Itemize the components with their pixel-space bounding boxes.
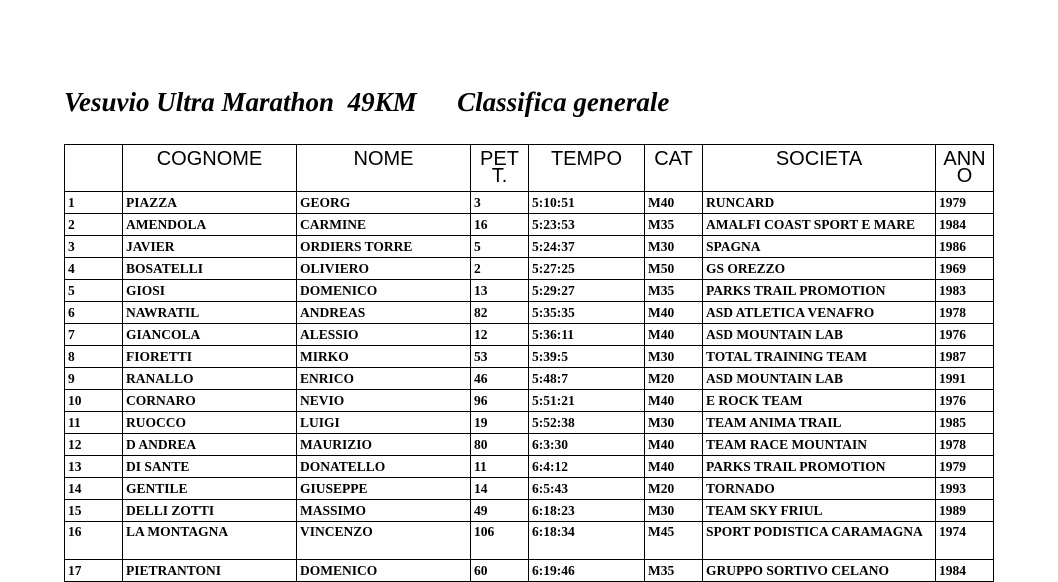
tempo-cell: 5:23:53 bbox=[529, 214, 645, 236]
table-row bbox=[65, 522, 994, 560]
header-rank bbox=[65, 145, 123, 192]
cat-cell: M50 bbox=[645, 258, 703, 280]
rank-cell: 10 bbox=[65, 390, 123, 412]
pett-cell: 96 bbox=[471, 390, 529, 412]
nome-cell: GIUSEPPE bbox=[297, 478, 471, 500]
anno-cell: 1983 bbox=[936, 280, 994, 302]
cat-cell: M40 bbox=[645, 390, 703, 412]
rank-cell: 11 bbox=[65, 412, 123, 434]
rank-cell: 17 bbox=[65, 560, 123, 582]
rank-cell: 13 bbox=[65, 456, 123, 478]
nome-cell: VINCENZO bbox=[297, 522, 471, 560]
table-row bbox=[65, 214, 994, 236]
rank-cell: 5 bbox=[65, 280, 123, 302]
table-row bbox=[65, 478, 994, 500]
societa-cell: GS OREZZO bbox=[703, 258, 936, 280]
anno-cell: 1985 bbox=[936, 412, 994, 434]
nome-cell: GEORG bbox=[297, 192, 471, 214]
nome-cell: MIRKO bbox=[297, 346, 471, 368]
table-row bbox=[65, 258, 994, 280]
cognome-cell: PIAZZA bbox=[123, 192, 297, 214]
table-row bbox=[65, 390, 994, 412]
cognome-cell: NAWRATIL bbox=[123, 302, 297, 324]
cognome-cell: DELLI ZOTTI bbox=[123, 500, 297, 522]
cognome-cell: D ANDREA bbox=[123, 434, 297, 456]
table-row bbox=[65, 500, 994, 522]
tempo-cell: 5:10:51 bbox=[529, 192, 645, 214]
societa-cell: ASD MOUNTAIN LAB bbox=[703, 368, 936, 390]
rank-cell: 9 bbox=[65, 368, 123, 390]
tempo-cell: 5:52:38 bbox=[529, 412, 645, 434]
societa-cell: GRUPPO SORTIVO CELANO bbox=[703, 560, 936, 582]
cognome-cell: LA MONTAGNA bbox=[123, 522, 297, 560]
nome-cell: ORDIERS TORRE bbox=[297, 236, 471, 258]
nome-cell: DOMENICO bbox=[297, 280, 471, 302]
nome-cell: CARMINE bbox=[297, 214, 471, 236]
anno-cell: 1993 bbox=[936, 478, 994, 500]
nome-cell: MASSIMO bbox=[297, 500, 471, 522]
cognome-cell: BOSATELLI bbox=[123, 258, 297, 280]
nome-cell: MAURIZIO bbox=[297, 434, 471, 456]
rank-cell: 2 bbox=[65, 214, 123, 236]
header-nome: NOME bbox=[297, 145, 471, 192]
anno-cell: 1991 bbox=[936, 368, 994, 390]
societa-cell: SPAGNA bbox=[703, 236, 936, 258]
pett-cell: 106 bbox=[471, 522, 529, 560]
cat-cell: M40 bbox=[645, 434, 703, 456]
nome-cell: ANDREAS bbox=[297, 302, 471, 324]
results-body bbox=[65, 192, 994, 582]
tempo-cell: 6:18:23 bbox=[529, 500, 645, 522]
anno-cell: 1976 bbox=[936, 390, 994, 412]
anno-cell: 1986 bbox=[936, 236, 994, 258]
table-row bbox=[65, 324, 994, 346]
anno-cell: 1974 bbox=[936, 522, 994, 560]
cat-cell: M40 bbox=[645, 456, 703, 478]
table-row bbox=[65, 280, 994, 302]
anno-cell: 1979 bbox=[936, 192, 994, 214]
cognome-cell: GENTILE bbox=[123, 478, 297, 500]
nome-cell: NEVIO bbox=[297, 390, 471, 412]
cat-cell: M35 bbox=[645, 560, 703, 582]
societa-cell: ASD ATLETICA VENAFRO bbox=[703, 302, 936, 324]
cat-cell: M40 bbox=[645, 324, 703, 346]
rank-cell: 12 bbox=[65, 434, 123, 456]
pett-cell: 5 bbox=[471, 236, 529, 258]
cognome-cell: RUOCCO bbox=[123, 412, 297, 434]
rank-cell: 1 bbox=[65, 192, 123, 214]
societa-cell: TEAM ANIMA TRAIL bbox=[703, 412, 936, 434]
rank-cell: 14 bbox=[65, 478, 123, 500]
tempo-cell: 5:35:35 bbox=[529, 302, 645, 324]
tempo-cell: 6:18:34 bbox=[529, 522, 645, 560]
anno-cell: 1976 bbox=[936, 324, 994, 346]
societa-cell: E ROCK TEAM bbox=[703, 390, 936, 412]
pett-cell: 2 bbox=[471, 258, 529, 280]
table-row bbox=[65, 302, 994, 324]
anno-cell: 1984 bbox=[936, 560, 994, 582]
pett-cell: 46 bbox=[471, 368, 529, 390]
cat-cell: M30 bbox=[645, 236, 703, 258]
header-societa: SOCIETA bbox=[703, 145, 936, 192]
societa-cell: AMALFI COAST SPORT E MARE bbox=[703, 214, 936, 236]
table-row bbox=[65, 434, 994, 456]
rank-cell: 8 bbox=[65, 346, 123, 368]
societa-cell: TEAM RACE MOUNTAIN bbox=[703, 434, 936, 456]
nome-cell: ALESSIO bbox=[297, 324, 471, 346]
cognome-cell: FIORETTI bbox=[123, 346, 297, 368]
pett-cell: 14 bbox=[471, 478, 529, 500]
tempo-cell: 6:19:46 bbox=[529, 560, 645, 582]
societa-cell: TOTAL TRAINING TEAM bbox=[703, 346, 936, 368]
nome-cell: DONATELLO bbox=[297, 456, 471, 478]
rank-cell: 4 bbox=[65, 258, 123, 280]
tempo-cell: 5:29:27 bbox=[529, 280, 645, 302]
cognome-cell: AMENDOLA bbox=[123, 214, 297, 236]
cognome-cell: CORNARO bbox=[123, 390, 297, 412]
pett-cell: 13 bbox=[471, 280, 529, 302]
rank-cell: 3 bbox=[65, 236, 123, 258]
cat-cell: M45 bbox=[645, 522, 703, 560]
societa-cell: PARKS TRAIL PROMOTION bbox=[703, 280, 936, 302]
pett-cell: 82 bbox=[471, 302, 529, 324]
table-row bbox=[65, 236, 994, 258]
pett-cell: 19 bbox=[471, 412, 529, 434]
anno-cell: 1987 bbox=[936, 346, 994, 368]
societa-cell: SPORT PODISTICA CARAMAGNA bbox=[703, 522, 936, 560]
pett-cell: 60 bbox=[471, 560, 529, 582]
societa-cell: ASD MOUNTAIN LAB bbox=[703, 324, 936, 346]
anno-cell: 1989 bbox=[936, 500, 994, 522]
header-anno: ANN O bbox=[936, 145, 994, 192]
table-row bbox=[65, 346, 994, 368]
cognome-cell: DI SANTE bbox=[123, 456, 297, 478]
rank-cell: 15 bbox=[65, 500, 123, 522]
page-title: Vesuvio Ultra Marathon 49KM Classifica generale bbox=[64, 87, 670, 117]
cognome-cell: GIANCOLA bbox=[123, 324, 297, 346]
tempo-cell: 5:36:11 bbox=[529, 324, 645, 346]
tempo-cell: 5:48:7 bbox=[529, 368, 645, 390]
anno-cell: 1979 bbox=[936, 456, 994, 478]
header-tempo: TEMPO bbox=[529, 145, 645, 192]
rank-cell: 16 bbox=[65, 522, 123, 560]
cognome-cell: GIOSI bbox=[123, 280, 297, 302]
anno-cell: 1984 bbox=[936, 214, 994, 236]
cognome-cell: PIETRANTONI bbox=[123, 560, 297, 582]
tempo-cell: 5:39:5 bbox=[529, 346, 645, 368]
cognome-cell: RANALLO bbox=[123, 368, 297, 390]
rank-cell: 7 bbox=[65, 324, 123, 346]
pett-cell: 3 bbox=[471, 192, 529, 214]
pett-cell: 49 bbox=[471, 500, 529, 522]
table-row bbox=[65, 368, 994, 390]
tempo-cell: 6:4:12 bbox=[529, 456, 645, 478]
tempo-cell: 5:27:25 bbox=[529, 258, 645, 280]
tempo-cell: 5:51:21 bbox=[529, 390, 645, 412]
pett-cell: 53 bbox=[471, 346, 529, 368]
societa-cell: TORNADO bbox=[703, 478, 936, 500]
cat-cell: M35 bbox=[645, 280, 703, 302]
table-row bbox=[65, 560, 994, 582]
tempo-cell: 6:5:43 bbox=[529, 478, 645, 500]
table-row bbox=[65, 412, 994, 434]
cat-cell: M40 bbox=[645, 302, 703, 324]
table-row bbox=[65, 456, 994, 478]
cat-cell: M30 bbox=[645, 346, 703, 368]
cognome-cell: JAVIER bbox=[123, 236, 297, 258]
results-table bbox=[64, 144, 994, 582]
header-row bbox=[65, 145, 994, 192]
cat-cell: M20 bbox=[645, 368, 703, 390]
nome-cell: ENRICO bbox=[297, 368, 471, 390]
nome-cell: DOMENICO bbox=[297, 560, 471, 582]
anno-cell: 1978 bbox=[936, 302, 994, 324]
cat-cell: M30 bbox=[645, 412, 703, 434]
table-row bbox=[65, 192, 994, 214]
rank-cell: 6 bbox=[65, 302, 123, 324]
pett-cell: 11 bbox=[471, 456, 529, 478]
pett-cell: 12 bbox=[471, 324, 529, 346]
cat-cell: M35 bbox=[645, 214, 703, 236]
societa-cell: TEAM SKY FRIUL bbox=[703, 500, 936, 522]
header-cognome: COGNOME bbox=[123, 145, 297, 192]
pett-cell: 16 bbox=[471, 214, 529, 236]
cat-cell: M20 bbox=[645, 478, 703, 500]
nome-cell: LUIGI bbox=[297, 412, 471, 434]
header-cat: CAT bbox=[645, 145, 703, 192]
cat-cell: M40 bbox=[645, 192, 703, 214]
pett-cell: 80 bbox=[471, 434, 529, 456]
anno-cell: 1978 bbox=[936, 434, 994, 456]
tempo-cell: 6:3:30 bbox=[529, 434, 645, 456]
anno-cell: 1969 bbox=[936, 258, 994, 280]
cat-cell: M30 bbox=[645, 500, 703, 522]
societa-cell: PARKS TRAIL PROMOTION bbox=[703, 456, 936, 478]
societa-cell: RUNCARD bbox=[703, 192, 936, 214]
header-pett: PET T. bbox=[471, 145, 529, 192]
tempo-cell: 5:24:37 bbox=[529, 236, 645, 258]
nome-cell: OLIVIERO bbox=[297, 258, 471, 280]
